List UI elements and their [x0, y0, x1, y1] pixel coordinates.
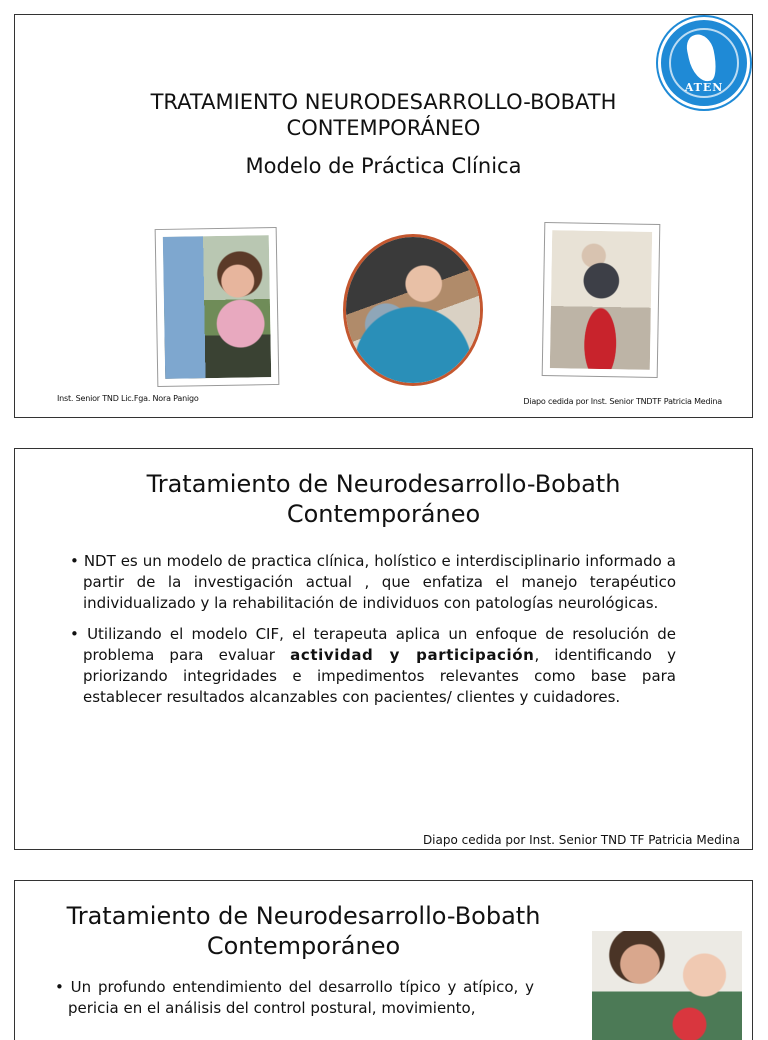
bullet-2-bold: actividad y participación — [290, 646, 535, 664]
bullet-2-text-a: Utilizando el modelo CIF, el terapeuta aplica un enfoque de resolución de problema para evaluar — [83, 625, 676, 664]
slide-1 — [14, 14, 753, 418]
bullet-1: • NDT es un modelo de practica clínica, holístico e interdisciplinario informado a partir de la investigación actual , que enfatiza el manejo terapéutico individualizado y la rehabilitación de individuos con patologías neurológicas. — [70, 552, 676, 612]
bullet-2: • Utilizando el modelo CIF, el terapeuta aplica un enfoque de resolución de problema para evaluar actividad y participación, identificando y priorizando integridades e impedimentos relevantes como base para establecer resultados alcanzables con pacientes/ clientes y cuidadores. — [70, 625, 676, 706]
bullet-1-text: Un profundo entendimiento del desarrollo típico y atípico, y pericia en el análisis del control postural, movimiento, — [68, 978, 534, 1017]
slide-2 — [14, 448, 753, 850]
aten-logo-badge — [658, 17, 750, 109]
slide-1-subtitle: Modelo de Práctica Clínica — [245, 154, 522, 178]
photo-child-ball — [343, 234, 483, 386]
photo-scene — [163, 235, 271, 379]
slide-2-body — [70, 551, 676, 718]
bullet-1: • Un profundo entendimiento del desarrollo típico y atípico, y pericia en el análisis del control postural, movimiento, — [55, 978, 534, 1017]
slide-2-title: Tratamiento de Neurodesarrollo-Bobath Contemporáneo — [146, 470, 621, 528]
photo-therapist-girl — [156, 228, 279, 386]
photo-scene — [346, 237, 480, 383]
slide-1-title: TRATAMIENTO NEURODESARROLLO-BOBATH CONTEMPORÁNEO — [150, 90, 617, 140]
logo-text: ATEN — [684, 81, 724, 94]
credit-left: Inst. Senior TND Lic.Fga. Nora Panigo — [57, 394, 199, 403]
slide-3 — [14, 880, 753, 1040]
aten-logo — [650, 14, 753, 105]
photo-therapist-roll — [543, 223, 660, 377]
photo-scene — [550, 230, 652, 370]
slide-3-body — [55, 977, 534, 1029]
credit-right: Diapo cedida por Inst. Senior TNDTF Patricia Medina — [523, 397, 722, 406]
slide-3-title: Tratamiento de Neurodesarrollo-Bobath Contemporáneo — [66, 902, 541, 960]
bullet-2-text-b: , identificando y priorizando integridades e impedimentos relevantes como base para establecer resultados alcanzables con pacientes/ clientes y cuidadores. — [83, 646, 676, 706]
bullet-1-text: NDT es un modelo de practica clínica, holístico e interdisciplinario informado a partir de la investigación actual , que enfatiza el manejo terapéutico individualizado y la rehabilitación de individuos con patologías neurológicas. — [83, 552, 676, 612]
slide-2-credit: Diapo cedida por Inst. Senior TND TF Patricia Medina — [422, 833, 740, 847]
